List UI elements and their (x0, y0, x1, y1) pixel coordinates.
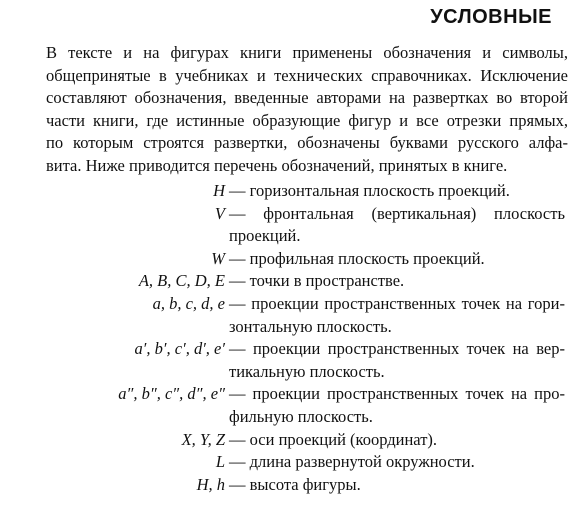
definition-item (0, 248, 580, 271)
definition-text: — точки в пространстве. (229, 271, 405, 291)
definition-text: — горизонтальная плоскость проекций. (229, 181, 510, 200)
definition-text: зонтальную плоскость. (229, 316, 392, 336)
section-heading: УСЛОВНЫЕ (430, 6, 552, 28)
definition-text: — проекции пространственных точек на про- (229, 384, 565, 404)
definition-text: тикальную плоскость. (229, 361, 385, 381)
definition-text: — оси проекций (координат). (229, 429, 438, 449)
definition-item (0, 270, 580, 293)
definition-symbol: A, B, C, D, E (138, 271, 225, 291)
intro-line: части книги, где истинные образующие фигур и все отрезки прямых, (46, 110, 568, 130)
definition-symbol: a, b, c, d, e (152, 293, 225, 313)
intro-line: по которым строятся развертки, обозначены буквами русского алфа- (46, 133, 568, 153)
definition-item (0, 180, 580, 203)
definition-text: — проекции пространственных точек на вер- (229, 339, 565, 359)
intro-line: вита. Ниже приводится перечень обозначений, принятых в книге. (46, 155, 508, 175)
definition-text: — длина развернутой окружности. (229, 452, 475, 472)
definition-item (0, 451, 580, 474)
definition-symbol: a″, b″, c″, d″, e″ (118, 384, 225, 404)
intro-line: В тексте и на фигурах книги применены обозначения и символы, (46, 43, 568, 62)
intro-line: общепринятые в учебниках и технических справочниках. Исключение (46, 65, 568, 85)
definition-text: — проекции пространственных точек на гори- (229, 293, 565, 313)
definition-item (0, 383, 580, 428)
definition-symbol: H (213, 181, 225, 200)
definition-item (0, 429, 580, 452)
definition-text: фильную плоскость. (229, 406, 373, 426)
definition-text: проекций. (229, 226, 301, 246)
definition-item (0, 338, 580, 383)
definition-text: — фронтальная (вертикальная) плоскость (229, 203, 565, 223)
definition-text: — высота фигуры. (229, 474, 361, 494)
definition-text: — профильная плоскость проекций. (229, 248, 485, 268)
definition-symbol: H, h (196, 474, 225, 494)
definition-symbol: L (215, 452, 225, 472)
definition-symbol: X, Y, Z (181, 429, 225, 449)
definition-symbol: a′, b′, c′, d′, e′ (134, 339, 225, 359)
definition-symbol: V (214, 203, 225, 223)
intro-line: составляют обозначения, введенные авторами на развертках во второй (46, 88, 568, 108)
definition-item (0, 203, 580, 248)
intro-paragraph (16, 42, 568, 178)
definitions-list (0, 180, 580, 496)
definition-item (0, 474, 580, 497)
definition-item (0, 293, 580, 338)
definition-symbol: W (211, 248, 225, 268)
